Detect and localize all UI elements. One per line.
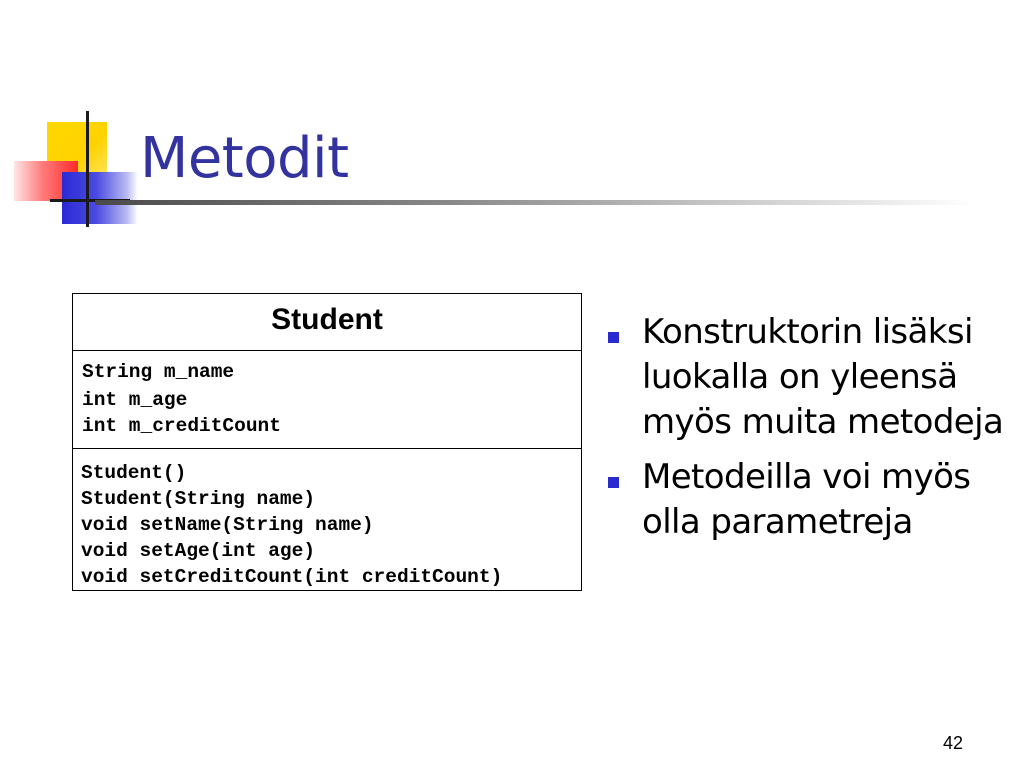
slide-title: Metodit [140, 126, 349, 191]
uml-method: Student() [81, 462, 187, 484]
title-underline [95, 200, 975, 205]
uml-method: void setAge(int age) [81, 540, 316, 562]
square-bullet-icon [608, 477, 619, 488]
uml-attribute: int m_creditCount [82, 415, 281, 437]
bullet-text: Metodeilla voi myös olla parametreja [642, 457, 971, 542]
uml-attribute: String m_name [82, 361, 235, 383]
uml-attribute: int m_age [82, 389, 188, 411]
page-number: 42 [942, 733, 963, 753]
bullet-text: Konstruktorin lisäksi luokalla on yleensä myös muita metodeja [642, 312, 1004, 442]
uml-attributes [73, 351, 581, 449]
blue-square [62, 172, 138, 224]
uml-class-name: Student [73, 294, 581, 351]
uml-method: void setName(String name) [81, 514, 374, 536]
bullet-item [602, 310, 1012, 445]
uml-methods [73, 449, 581, 590]
bullet-list [602, 310, 1012, 555]
uml-class-diagram [72, 293, 582, 591]
uml-method: void setCreditCount(int creditCount) [81, 566, 503, 588]
logo-vertical-line [86, 111, 89, 227]
uml-method: Student(String name) [81, 488, 316, 510]
square-bullet-icon [608, 332, 619, 343]
bullet-item [602, 455, 1012, 545]
